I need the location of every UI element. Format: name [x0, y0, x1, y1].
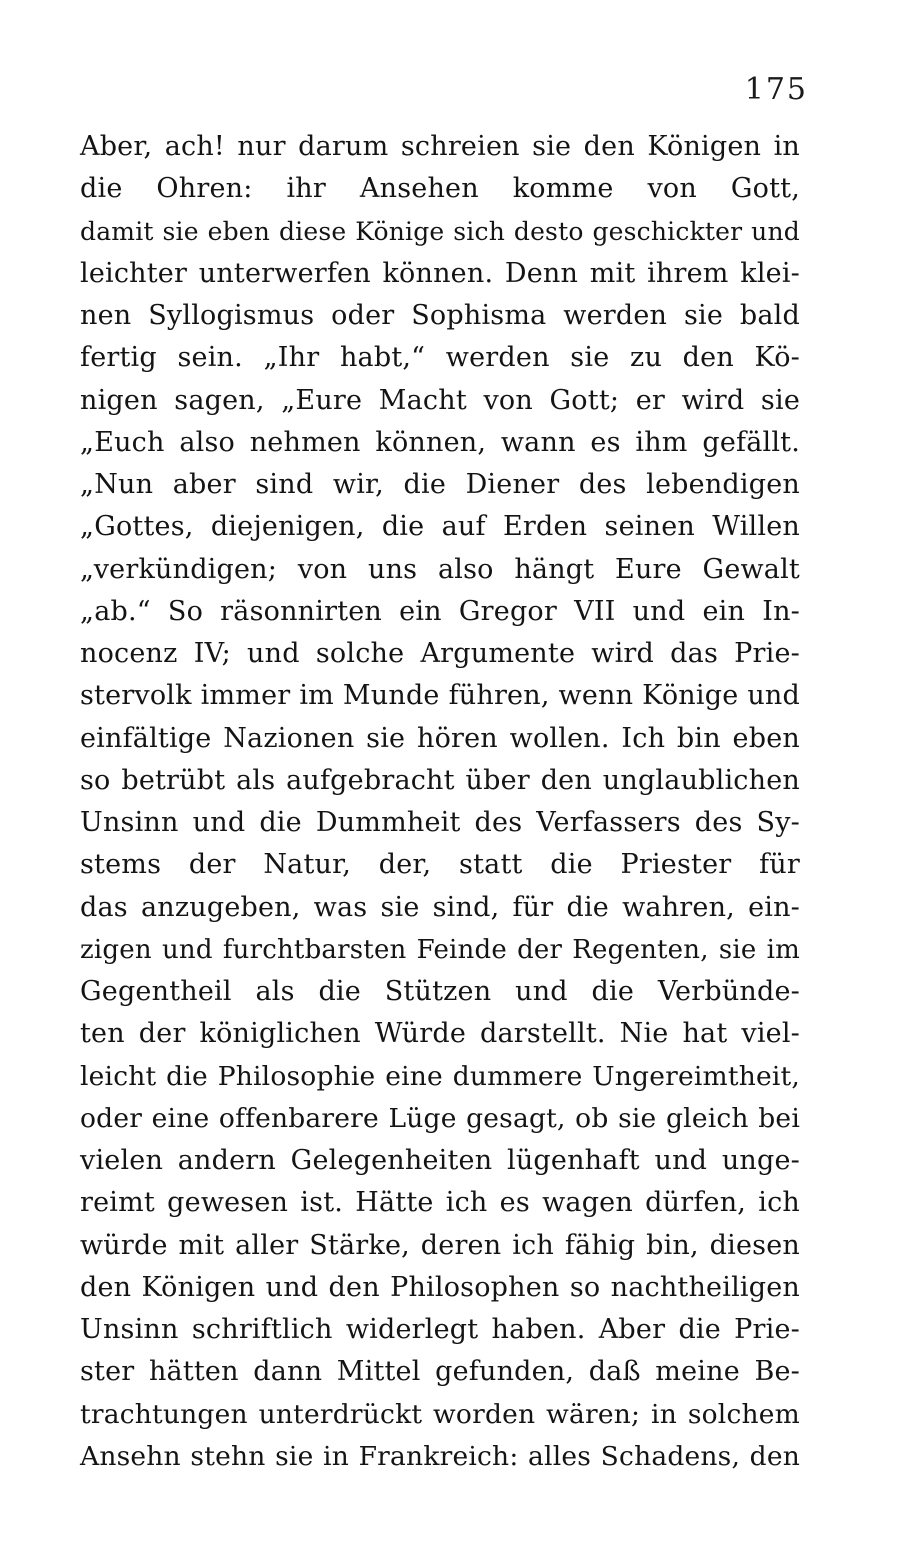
text-line: fertig sein. „Ihr habt,“ werden sie zu den Kö- — [80, 342, 800, 374]
text-line: nigen sagen, „Eure Macht von Gott; er wird sie — [80, 384, 800, 416]
text-line: Unsinn und die Dummheit des Verfassers des Sy- — [80, 807, 800, 838]
text-line: den Königen und den Philosophen so nachtheiligen — [80, 1271, 800, 1303]
text-line: leicht die Philosophie eine dummere Ungereimtheit, — [80, 1060, 800, 1092]
text-line: stems der Natur, der, statt die Priester für — [80, 849, 800, 881]
text-line: „verkündigen; von uns also hängt Eure Gewalt — [80, 553, 800, 585]
text-line: zigen und furchtbarsten Feinde der Regenten, sie im — [80, 934, 800, 965]
text-line: die Ohren: ihr Ansehen komme von Gott, — [80, 173, 800, 205]
text-line: „Gottes, diejenigen, die auf Erden seinen Willen — [80, 511, 800, 543]
text-line: Ansehn stehn sie in Frankreich: alles Schadens, den — [80, 1440, 800, 1472]
text-line: würde mit aller Stärke, deren ich fähig bin, diesen — [80, 1229, 800, 1261]
text-line: damit sie eben diese Könige sich desto geschickter und — [80, 216, 800, 246]
text-line: das anzugeben, was sie sind, für die wahren, ein- — [80, 891, 800, 923]
text-line: so betrübt als aufgebracht über den unglaublichen — [80, 764, 800, 796]
text-line: Aber, ach! nur darum schreien sie den Königen in — [80, 131, 800, 162]
text-line: Gegentheil als die Stützen und die Verbünde- — [80, 976, 800, 1007]
text-line: reimt gewesen ist. Hätte ich es wagen dürfen, ich — [80, 1187, 800, 1219]
text-line: trachtungen unterdrückt worden wären; in solchem — [80, 1398, 800, 1430]
text-line: „Nun aber sind wir, die Diener des lebendigen — [80, 469, 800, 500]
page-number: 175 — [744, 72, 808, 107]
body-text — [80, 126, 800, 1478]
text-line: nocenz IV; und solche Argumente wird das Prie- — [80, 638, 800, 669]
text-line: einfältige Nazionen sie hören wollen. Ich bin eben — [80, 722, 800, 754]
text-line: leichter unterwerfen können. Denn mit ihrem klei- — [80, 257, 800, 289]
text-line: „ab.“ So räsonnirten ein Gregor VII und ein In- — [80, 595, 800, 627]
text-line: nen Syllogismus oder Sophisma werden sie bald — [80, 300, 800, 331]
text-line: ster hätten dann Mittel gefunden, daß meine Be- — [80, 1356, 800, 1388]
text-line: ten der königlichen Würde darstellt. Nie hat viel- — [80, 1018, 800, 1050]
text-line: vielen andern Gelegenheiten lügenhaft und unge- — [80, 1145, 800, 1176]
text-line: oder eine offenbarere Lüge gesagt, ob sie gleich bei — [80, 1102, 800, 1134]
text-line: stervolk immer im Munde führen, wenn Könige und — [80, 680, 800, 712]
text-line: „Euch also nehmen können, wann es ihm gefällt. — [80, 426, 800, 458]
text-line: Unsinn schriftlich widerlegt haben. Aber die Prie- — [80, 1314, 800, 1345]
